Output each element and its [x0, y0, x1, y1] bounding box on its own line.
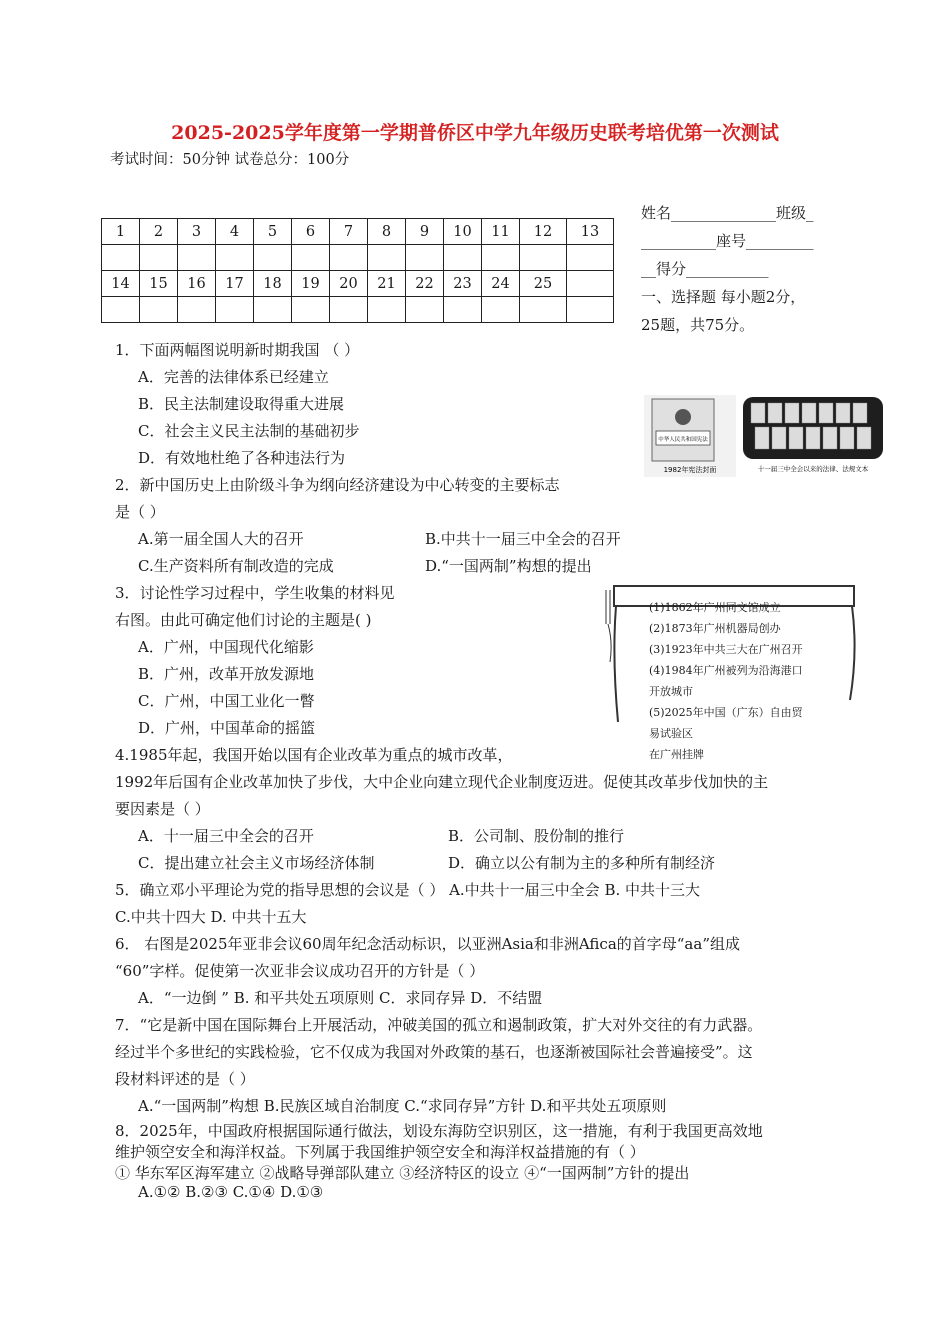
answer-cell[interactable]	[567, 297, 614, 323]
question-1: 1．下面两幅图说明新时期我国 （ ）	[115, 341, 360, 359]
answer-cell[interactable]	[406, 297, 444, 323]
question-6-cont: “60”字样。促使第一次亚非会议成功召开的方针是（ ）	[115, 962, 485, 980]
question-5-cont: C.中共十四大 D. 中共十五大	[115, 908, 307, 926]
note-item: (2)1873年广州机器局创办	[649, 622, 781, 635]
option-4c: C．提出建立社会主义市场经济体制	[138, 854, 375, 872]
answer-cell[interactable]	[406, 245, 444, 271]
note-item: 易试验区	[649, 727, 693, 740]
note-item: (1)1862年广州同文馆成立	[649, 601, 781, 614]
answer-cell[interactable]	[254, 245, 292, 271]
name-class-line: 姓名______________班级_	[641, 204, 814, 222]
question-8: 8．2025年，中国政府根据国际通行做法，划设东海防空识别区，这一措施，有利于我国更高效地	[115, 1122, 763, 1140]
answer-cell[interactable]	[140, 297, 178, 323]
grid-cell: 20	[330, 271, 368, 297]
answer-cell[interactable]	[254, 297, 292, 323]
grid-cell: 1	[102, 219, 140, 245]
option-2d: D.“一国两制”构想的提出	[425, 557, 592, 575]
grid-cell: 15	[140, 271, 178, 297]
grid-cell: 25	[520, 271, 567, 297]
grid-cell: 22	[406, 271, 444, 297]
answer-grid-row-numbers-2	[102, 271, 614, 297]
grid-cell: 17	[216, 271, 254, 297]
score-line: __得分___________	[641, 260, 769, 278]
option-4b: B．公司制、股份制的推行	[448, 827, 625, 845]
grid-cell: 9	[406, 219, 444, 245]
note-item: (5)2025年中国（广东）自由贸	[649, 706, 803, 719]
grid-cell: 7	[330, 219, 368, 245]
answer-cell[interactable]	[520, 297, 567, 323]
answer-cell[interactable]	[216, 245, 254, 271]
answer-grid	[101, 218, 614, 323]
question-7-cont2: 段材料评述的是（ ）	[115, 1070, 255, 1088]
answer-cell[interactable]	[368, 245, 406, 271]
grid-cell: 12	[520, 219, 567, 245]
option-2b: B.中共十一届三中全会的召开	[425, 530, 621, 548]
section-heading-cont: 25题，共75分。	[641, 316, 755, 334]
question-3: 3．讨论性学习过程中，学生收集的材料见	[115, 584, 395, 602]
options-6: A．“一边倒 ” B. 和平共处五项原则 C．求同存异 D．不结盟	[138, 989, 543, 1007]
option-4d: D．确立以公有制为主的多种所有制经济	[448, 854, 716, 872]
option-1d: D．有效地杜绝了各种违法行为	[138, 449, 346, 467]
answer-cell[interactable]	[330, 245, 368, 271]
option-1b: B．民主法制建设取得重大进展	[138, 395, 345, 413]
book-title: 中华人民共和国宪法	[658, 437, 708, 443]
law-texts-image	[737, 395, 889, 477]
option-1c: C．社会主义民主法制的基础初步	[138, 422, 360, 440]
grid-cell: 24	[482, 271, 520, 297]
question-2: 2．新中国历史上由阶级斗争为纲向经济建设为中心转变的主要标志	[115, 476, 560, 494]
answer-cell[interactable]	[292, 297, 330, 323]
answer-cell[interactable]	[140, 245, 178, 271]
exam-meta: 考试时间：50分钟 试卷总分：100分	[110, 152, 350, 168]
grid-cell: 5	[254, 219, 292, 245]
grid-cell: 19	[292, 271, 330, 297]
question-4-cont2: 要因素是（ ）	[115, 800, 210, 818]
grid-cell: 6	[292, 219, 330, 245]
answer-grid-row-numbers-1	[102, 219, 614, 245]
note-item: (4)1984年广州被列为沿海港口	[649, 664, 803, 677]
answer-cell[interactable]	[368, 297, 406, 323]
option-2c: C.生产资料所有制改造的完成	[138, 557, 334, 575]
grid-cell: 13	[567, 219, 614, 245]
note-item: 在广州挂牌	[649, 748, 704, 761]
question-4: 4.1985年起，我国开始以国有企业改革为重点的城市改革，	[115, 746, 513, 764]
question-8-items: ① 华东军区海军建立 ②战略导弹部队建立 ③经济特区的设立 ④“一国两制”方针的提出	[115, 1164, 690, 1182]
question-7-cont: 经过半个多世纪的实践检验，它不仅成为我国对外政策的基石，也逐渐被国际社会普遍接受”。这	[115, 1043, 753, 1061]
answer-cell[interactable]	[178, 297, 216, 323]
grid-cell: 2	[140, 219, 178, 245]
answer-cell[interactable]	[330, 297, 368, 323]
question-6: 6． 右图是2025年亚非会议60周年纪念活动标识，以亚洲Asia和非洲Afica的首字母“aa”组成	[115, 935, 740, 953]
grid-cell: 10	[444, 219, 482, 245]
question-3-cont: 右图。由此可确定他们讨论的主题是( )	[115, 611, 372, 629]
question-4-cont: 1992年后国有企业改革加快了步伐，大中企业向建立现代企业制度迈进。促使其改革步伐加快的主	[115, 773, 769, 791]
question-5: 5．确立邓小平理论为党的指导思想的会议是（ ） A.中共十一届三中全会 B. 中共十三大	[115, 881, 701, 899]
option-3a: A．广州，中国现代化缩影	[138, 638, 314, 656]
note-item: 开放城市	[649, 685, 693, 698]
section-heading: 一、选择题 每小题2分，	[641, 288, 806, 306]
figure-caption-left: 1982年宪法封面	[663, 466, 717, 474]
option-2a: A.第一届全国人大的召开	[138, 530, 304, 548]
question-2-cont: 是（ ）	[115, 503, 165, 521]
answer-cell[interactable]	[482, 245, 520, 271]
question-8-cont: 维护领空安全和海洋权益。下列属于我国维护领空安全和海洋权益措施的有（ ）	[115, 1143, 645, 1161]
answer-cell[interactable]	[292, 245, 330, 271]
answer-cell[interactable]	[102, 297, 140, 323]
note-item: (3)1923年中共三大在广州召开	[649, 643, 803, 656]
grid-cell: 18	[254, 271, 292, 297]
answer-cell[interactable]	[567, 245, 614, 271]
answer-cell[interactable]	[482, 297, 520, 323]
option-1a: A．完善的法律体系已经建立	[138, 368, 329, 386]
answer-cell[interactable]	[444, 245, 482, 271]
constitution-cover-image	[644, 395, 736, 477]
question-7: 7．“它是新中国在国际舞台上开展活动，冲破美国的孤立和遏制政策，扩大对外交往的有力武器。	[115, 1016, 763, 1034]
option-3b: B．广州，改革开放发源地	[138, 665, 315, 683]
answer-cell[interactable]	[216, 297, 254, 323]
option-3d: D．广州，中国革命的摇篮	[138, 719, 316, 737]
grid-cell: 14	[102, 271, 140, 297]
answer-grid-row-blank-1	[102, 245, 614, 271]
grid-cell: 21	[368, 271, 406, 297]
option-3c: C．广州，中国工业化一瞥	[138, 692, 315, 710]
answer-cell[interactable]	[444, 297, 482, 323]
answer-cell[interactable]	[520, 245, 567, 271]
grid-cell: 3	[178, 219, 216, 245]
figure-caption-right: 十一届三中全会以来的法律、法规文本	[757, 465, 869, 473]
grid-cell: 11	[482, 219, 520, 245]
answer-cell[interactable]	[102, 245, 140, 271]
grid-cell: 23	[444, 271, 482, 297]
answer-cell[interactable]	[178, 245, 216, 271]
exam-title: 2025-2025学年度第一学期普侨区中学九年级历史联考培优第一次测试	[171, 122, 779, 144]
grid-cell	[567, 271, 614, 297]
answer-grid-row-blank-2	[102, 297, 614, 323]
grid-cell: 8	[368, 219, 406, 245]
grid-cell: 4	[216, 219, 254, 245]
seat-line: __________座号_________	[641, 232, 814, 250]
option-4a: A．十一届三中全会的召开	[138, 827, 314, 845]
grid-cell: 16	[178, 271, 216, 297]
options-8: A.①② B.②③ C.①④ D.①③	[138, 1183, 324, 1201]
options-7: A.“一国两制”构想 B.民族区域自治制度 C.“求同存异”方针 D.和平共处五项原则	[138, 1097, 667, 1115]
